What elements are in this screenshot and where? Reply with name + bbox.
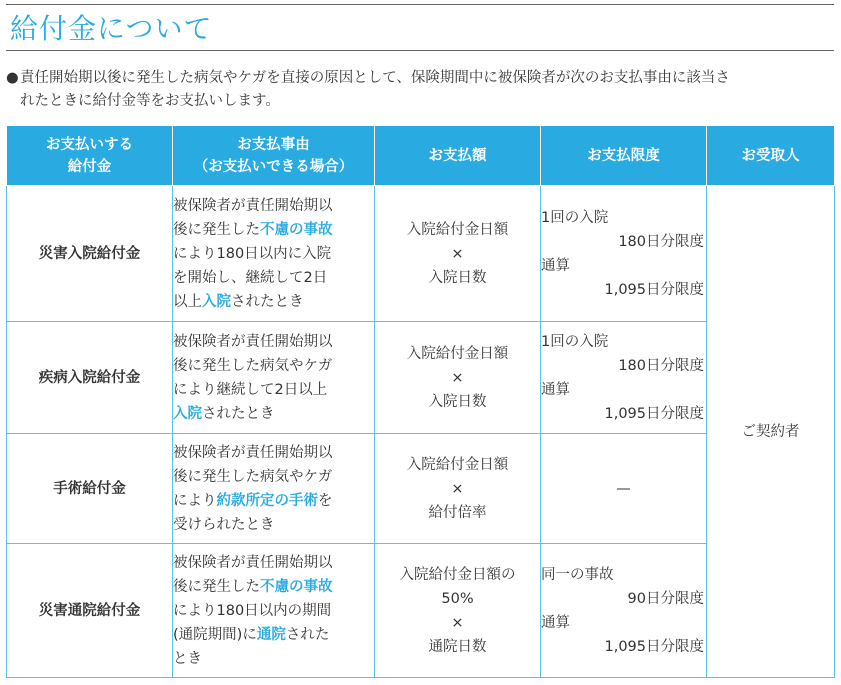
benefit-name: 手術給付金 — [7, 434, 173, 544]
table-row — [7, 186, 835, 322]
benefit-name: 災害通院給付金 — [7, 544, 173, 678]
highlight-term: 不慮の事故 — [260, 578, 333, 595]
page-title: 給付金について — [10, 12, 213, 45]
payment-limit: 1回の入院 180日分限度 通算 1,095日分限度 — [541, 322, 707, 434]
header-benefit: お支払いする 給付金 — [7, 126, 173, 186]
payment-amount: 入院給付金日額の 50% × 通院日数 — [375, 544, 541, 678]
header-amount: お支払額 — [375, 126, 541, 186]
header-limit: お支払限度 — [541, 126, 707, 186]
benefits-table — [6, 125, 835, 678]
payment-amount: 入院給付金日額 × 入院日数 — [375, 322, 541, 434]
table-header-row — [7, 126, 835, 186]
benefit-name: 疾病入院給付金 — [7, 322, 173, 434]
payment-amount: 入院給付金日額 × 給付倍率 — [375, 434, 541, 544]
highlight-term: 約款所定の手術 — [216, 492, 318, 509]
payment-limit: 1回の入院 180日分限度 通算 1,095日分限度 — [541, 186, 707, 322]
payment-limit-none: — — [541, 434, 707, 544]
payment-reason: 被保険者が責任開始期以 後に発生した不慮の事故 により180日以内に入院 を開始し、継続して2日 以上入院されたとき — [173, 186, 375, 322]
payment-reason: 被保険者が責任開始期以 後に発生した病気やケガ により継続して2日以上 入院されたとき — [173, 322, 375, 434]
payment-limit: 同一の事故 90日分限度 通算 1,095日分限度 — [541, 544, 707, 678]
highlight-term: 通院 — [256, 626, 286, 643]
recipient: ご契約者 — [707, 186, 835, 678]
title-bottom-rule — [6, 50, 834, 51]
header-recipient: お受取人 — [707, 126, 835, 186]
intro-line-1: 責任開始期以後に発生した病気やケガを直接の原因として、保険期間中に被保険者が次のお支払事由に該当さ — [20, 70, 730, 86]
header-reason: お支払事由 （お支払いできる場合） — [173, 126, 375, 186]
benefit-name: 災害入院給付金 — [7, 186, 173, 322]
payment-amount: 入院給付金日額 × 入院日数 — [375, 186, 541, 322]
intro-line-2: れたときに給付金等をお支払いします。 — [20, 93, 280, 109]
intro-text — [6, 67, 836, 113]
bullet-icon: ● — [6, 70, 19, 86]
payment-reason: 被保険者が責任開始期以 後に発生した病気やケガ により約款所定の手術を 受けられたとき — [173, 434, 375, 544]
highlight-term: 入院 — [173, 405, 202, 422]
highlight-term: 不慮の事故 — [260, 221, 333, 238]
title-top-rule — [6, 4, 834, 5]
highlight-term: 入院 — [202, 293, 231, 310]
payment-reason: 被保険者が責任開始期以 後に発生した不慮の事故 により180日以内の期間 (通院期間)に通院された とき — [173, 544, 375, 678]
